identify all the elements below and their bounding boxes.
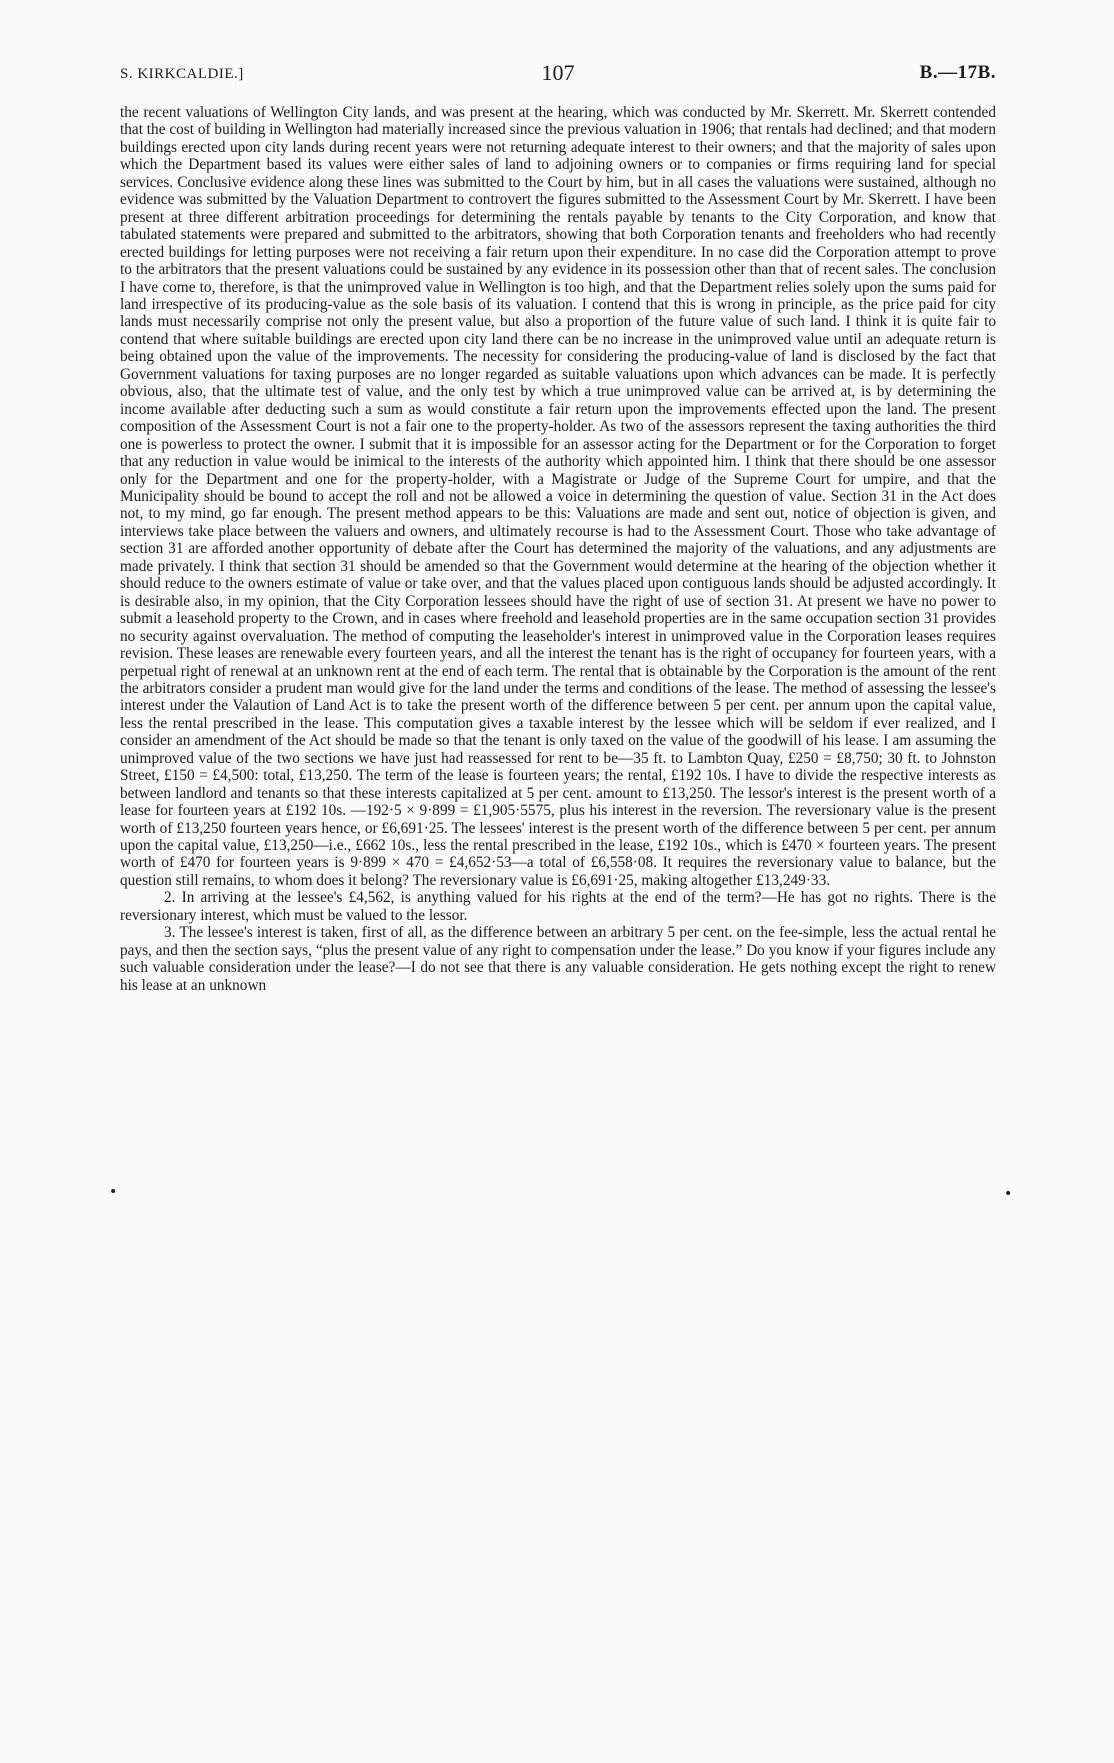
paragraph-continuation: the recent valuations of Wellington City lands, and was present at the hearing, which was conducted by Mr. Skerrett. Mr. Skerrett contended that the cost of building in Wellington had materially increased since the previous valuation in 1906; that rentals had declined; and that modern buildings erected upon city lands during recent years were not returning adequate interest to their owners; and that the majority of sales upon which the Department based its values were either sales of land to adjoining owners or to companies or firms requiring land for special services. Conclusive evidence along these lines was submitted to the Court by him, but in all cases the valuations were sustained, although no evidence was submitted by the Valuation Department to controvert the figures submitted to the Assessment Court by Mr. Skerrett. I have been present at three different arbitration proceedings for determining the rentals payable by tenants to the City Corporation, and know that tabulated statements were prepared and submitted to the arbitrators, showing that both Corporation tenants and freeholders who had recently erected buildings for letting purposes were not receiving a fair return upon their expenditure. In no case did the Corporation attempt to prove to the arbitrators that the present valuations could be sustained by any evidence in its possession other than that of recent sales. The conclusion I have come to, therefore, is that the unimproved value in Wellington is too high, and that the Department relies solely upon the sums paid for land irrespective of its producing-value as the sole basis of its valuation. I contend that this is wrong in principle, as the price paid for city lands must necessarily comprise not only the present value, but also a proportion of the future value of such land. I think it is quite fair to contend that where suitable buildings are erected upon city land there can be no increase in the unimproved value until an adequate return is being obtained upon the value of the improvements. The necessity for considering the producing-value of land is disclosed by the fact that Government valuations for taxing purposes are no longer regarded as suitable valuations upon which advances can be made. It is perfectly obvious, also, that the ultimate test of value, and the only test by which a true unimproved value can be arrived at, is by determining the income available after deducting such a sum as would constitute a fair return upon the improvements effected upon the land. The present composition of the Assessment Court is not a fair one to the property-holder. As two of the assessors represent the taxing authorities the third one is powerless to protect the owner. I submit that it is impossible for an assessor acting for the Department or for the Corporation to forget that any reduction in value would be inimical to the interests of the authority which appointed him. I think that there should be one assessor only for the Department and one for the property-holder, with a Magistrate or Judge of the Supreme Court for umpire, and that the Municipality should be bound to accept the roll and not be allowed a voice in determining the question of value. Section 31 in the Act does not, to my mind, go far enough. The present method appears to be this: Valuations are made and sent out, notice of objection is given, and interviews take place between the valuers and owners, and ultimately recourse is had to the Assessment Court. Those who take advantage of section 31 are afforded another opportunity of debate after the Court has determined the majority of the valuations, and any adjustments are made privately. I think that section 31 should be amended so that the Government would determine at the hearing of the objection whether it should reduce to the owners estimate of value or take over, and that the values placed upon contiguous lands should be adjusted accordingly. It is desirable also, in my opinion, that the City Corporation lessees should have the right of use of section 31. At present we have no power to submit a leasehold property to the Crown, and in cases where freehold and leasehold properties are in the same occupation section 31 provides no security against overvaluation. The method of computing the leaseholder's interest in unimproved value in the Corporation leases requires revision. These leases are renewable every fourteen years, and all the interest the tenant has is the right of occupancy for fourteen years, with a perpetual right of renewal at an unknown rent at the end of each term. The rental that is obtainable by the Corporation is the amount of the rent the arbitrators consider a prudent man would give for the land under the terms and conditions of the lease. The method of assessing the lessee's interest under the Valaution of Land Act is to take the present worth of the difference between 5 per cent. per annum upon the capital value, less the rental prescribed in the lease. This computation gives a taxable interest by the lessee which will be seldom if ever realized, and I consider an amendment of the Act should be made so that the tenant is only taxed on the value of the goodwill of his lease. I am assuming the unimproved value of the two sections we have just had reassessed for rent to be—35 ft. to Lambton Quay, £250 = £8,750; 30 ft. to Johnston Street, £150 = £4,500: total, £13,250. The term of the lease is fourteen years; the rental, £192 10s. I have to divide the respective interests as between landlord and tenants so that these interests capitalized at 5 per cent. amount to £13,250. The lessor's interest is the present worth of a lease for fourteen years at £192 10s. —192·5 × 9·899 = £1,905·5575, plus his interest in the reversion. The reversionary value is the present worth of £13,250 fourteen years hence, or £6,691·25. The lessees' interest is the present worth of the difference between 5 per cent. per annum upon the capital value, £13,250—i.e., £662 10s., less the rental prescribed in the lease, £192 10s., which is £470 × fourteen years. The present worth of £470 for fourteen years is 9·899 × 470 = £4,652·53—a total of £6,558·08. It requires the reversionary value to balance, but the question still remains, to whom does it belong? The reversionary value is £6,691·25, making altogether £13,249·33. [120, 104, 996, 889]
page-number: 107 [541, 60, 575, 85]
body-text [120, 104, 996, 994]
paragraph-question-3: 3. The lessee's interest is taken, first of all, as the difference between an arbitrary 5 per cent. on the fee-simple, less the actual rental he pays, and then the section says, “plus the present value of any right to compensation under the lease.” Do you know if your figures include any such valuable consideration under the lease?—I do not see that there is any valuable consideration. He gets nothing except the right to renew his lease at an unknown [120, 924, 996, 994]
header-author: S. KIRKCALDIE.] [120, 66, 244, 82]
margin-dot-left: • [109, 1184, 118, 1200]
paragraph-question-2: 2. In arriving at the lessee's £4,562, is anything valued for his rights at the end of the term?—He has got no rights. There is the reversionary interest, which must be valued to the lessor. [120, 889, 996, 924]
document-reference: B.—17B. [919, 62, 996, 83]
page-header [120, 60, 996, 90]
margin-dot-right: • [1004, 1186, 1013, 1202]
